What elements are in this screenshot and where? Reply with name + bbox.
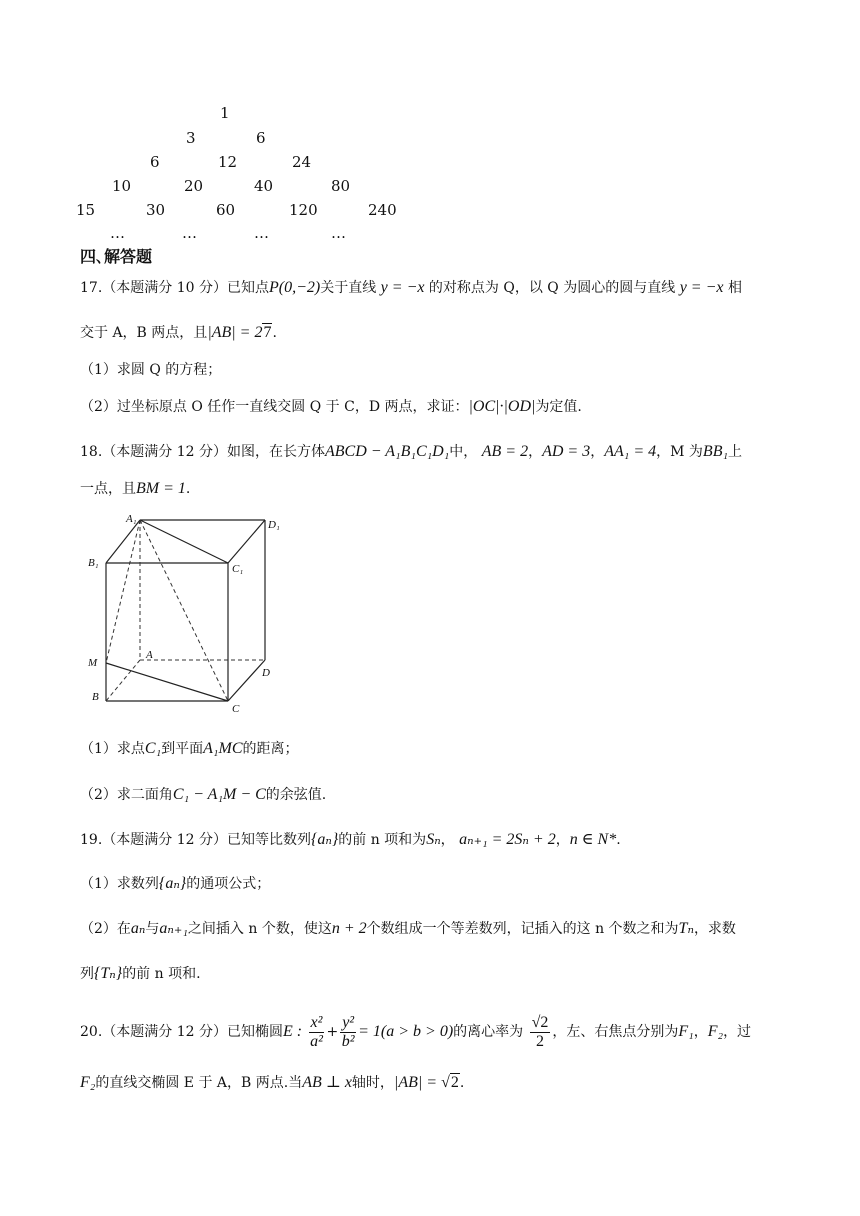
tri-cell: 15 [76,201,96,219]
tri-cell: 30 [146,201,166,219]
tri-cell: 80 [331,177,351,195]
q18-line1: 18.（本题满分 12 分）如图，在长方体ABCD − A₁B₁C₁D₁中， AB = 2，AD = 3，AA₁ = 4，M 为BB₁上 [80,443,743,460]
q17-line1: 17.（本题满分 10 分）已知点P(0,−2)关于直线 y = −x 的对称点为 Q，以 Q 为圆心的圆与直线 y = −x 相 [80,279,742,296]
tri-ellipsis: … [331,224,346,242]
q19-part2: （2）在aₙ与aₙ₊₁之间插入 n 个数，使这n + 2个数组成一个等差数列，记插入的这 n 个数之和为Tₙ，求数 [80,920,736,937]
tri-ellipsis: … [182,224,197,242]
cuboid-figure [80,508,300,718]
q19-part2-cont: 列{Tₙ}的前 n 项和. [80,965,201,982]
tri-cell: 10 [112,177,132,195]
tri-cell: 3 [186,129,196,147]
q18-part1: （1）求点C₁到平面A₁MC的距离； [80,740,299,757]
label-c: C [232,703,240,715]
q18-line2: 一点，且BM = 1. [80,480,191,497]
q20-line2: F₂的直线交椭圆 E 于 A，B 两点.当AB ⊥ x轴时，|AB| = √2. [80,1074,465,1091]
tri-cell: 60 [216,201,236,219]
label-b1: B₁ [88,557,99,569]
label-c1: C₁ [232,563,244,575]
q20-line1: 20.（本题满分 12 分）已知椭圆E : $\frac{\text{x²}}{\text{a²}}$ + $\frac{\text{y²}}{\text{b²}}$ = 1(a > b > 0)的离心率为 $\frac{√2}{2}$ ，左、右焦点分别为F₁，F₂，过 [80,1014,752,1050]
tri-cell: 12 [218,153,238,171]
tri-cell: 6 [256,129,266,147]
tri-ellipsis: … [254,224,269,242]
tri-cell: 40 [254,177,274,195]
tri-cell: 240 [368,201,397,219]
q17-part2: （2）过坐标原点 O 任作一直线交圆 Q 于 C，D 两点，求证：|OC|·|OD|为定值. [80,398,582,415]
label-a1: A₁ [126,513,137,525]
tri-cell: 6 [150,153,160,171]
label-m: M [88,657,98,669]
q17-line2: 交于 A，B 两点，且|AB| = 27. [80,324,277,341]
tri-cell: 24 [292,153,312,171]
label-b: B [92,691,99,703]
q19-part1: （1）求数列{aₙ}的通项公式； [80,875,271,892]
tri-ellipsis: … [110,224,125,242]
label-a: A [146,649,153,661]
tri-cell: 20 [184,177,204,195]
section-title: 四､解答题 [80,247,153,266]
tri-cell: 120 [289,201,318,219]
tri-cell: 1 [220,104,230,122]
q18-part2: （2）求二面角C₁ − A₁M − C的余弦值. [80,786,327,803]
label-d1: D₁ [268,519,280,531]
q19-line1: 19.（本题满分 12 分）已知等比数列{aₙ}的前 n 项和为Sₙ， aₙ₊₁ = 2Sₙ + 2，n ∈ N*. [80,831,621,848]
q17-part1: （1）求圆 Q 的方程； [80,362,222,378]
label-d: D [262,667,270,679]
